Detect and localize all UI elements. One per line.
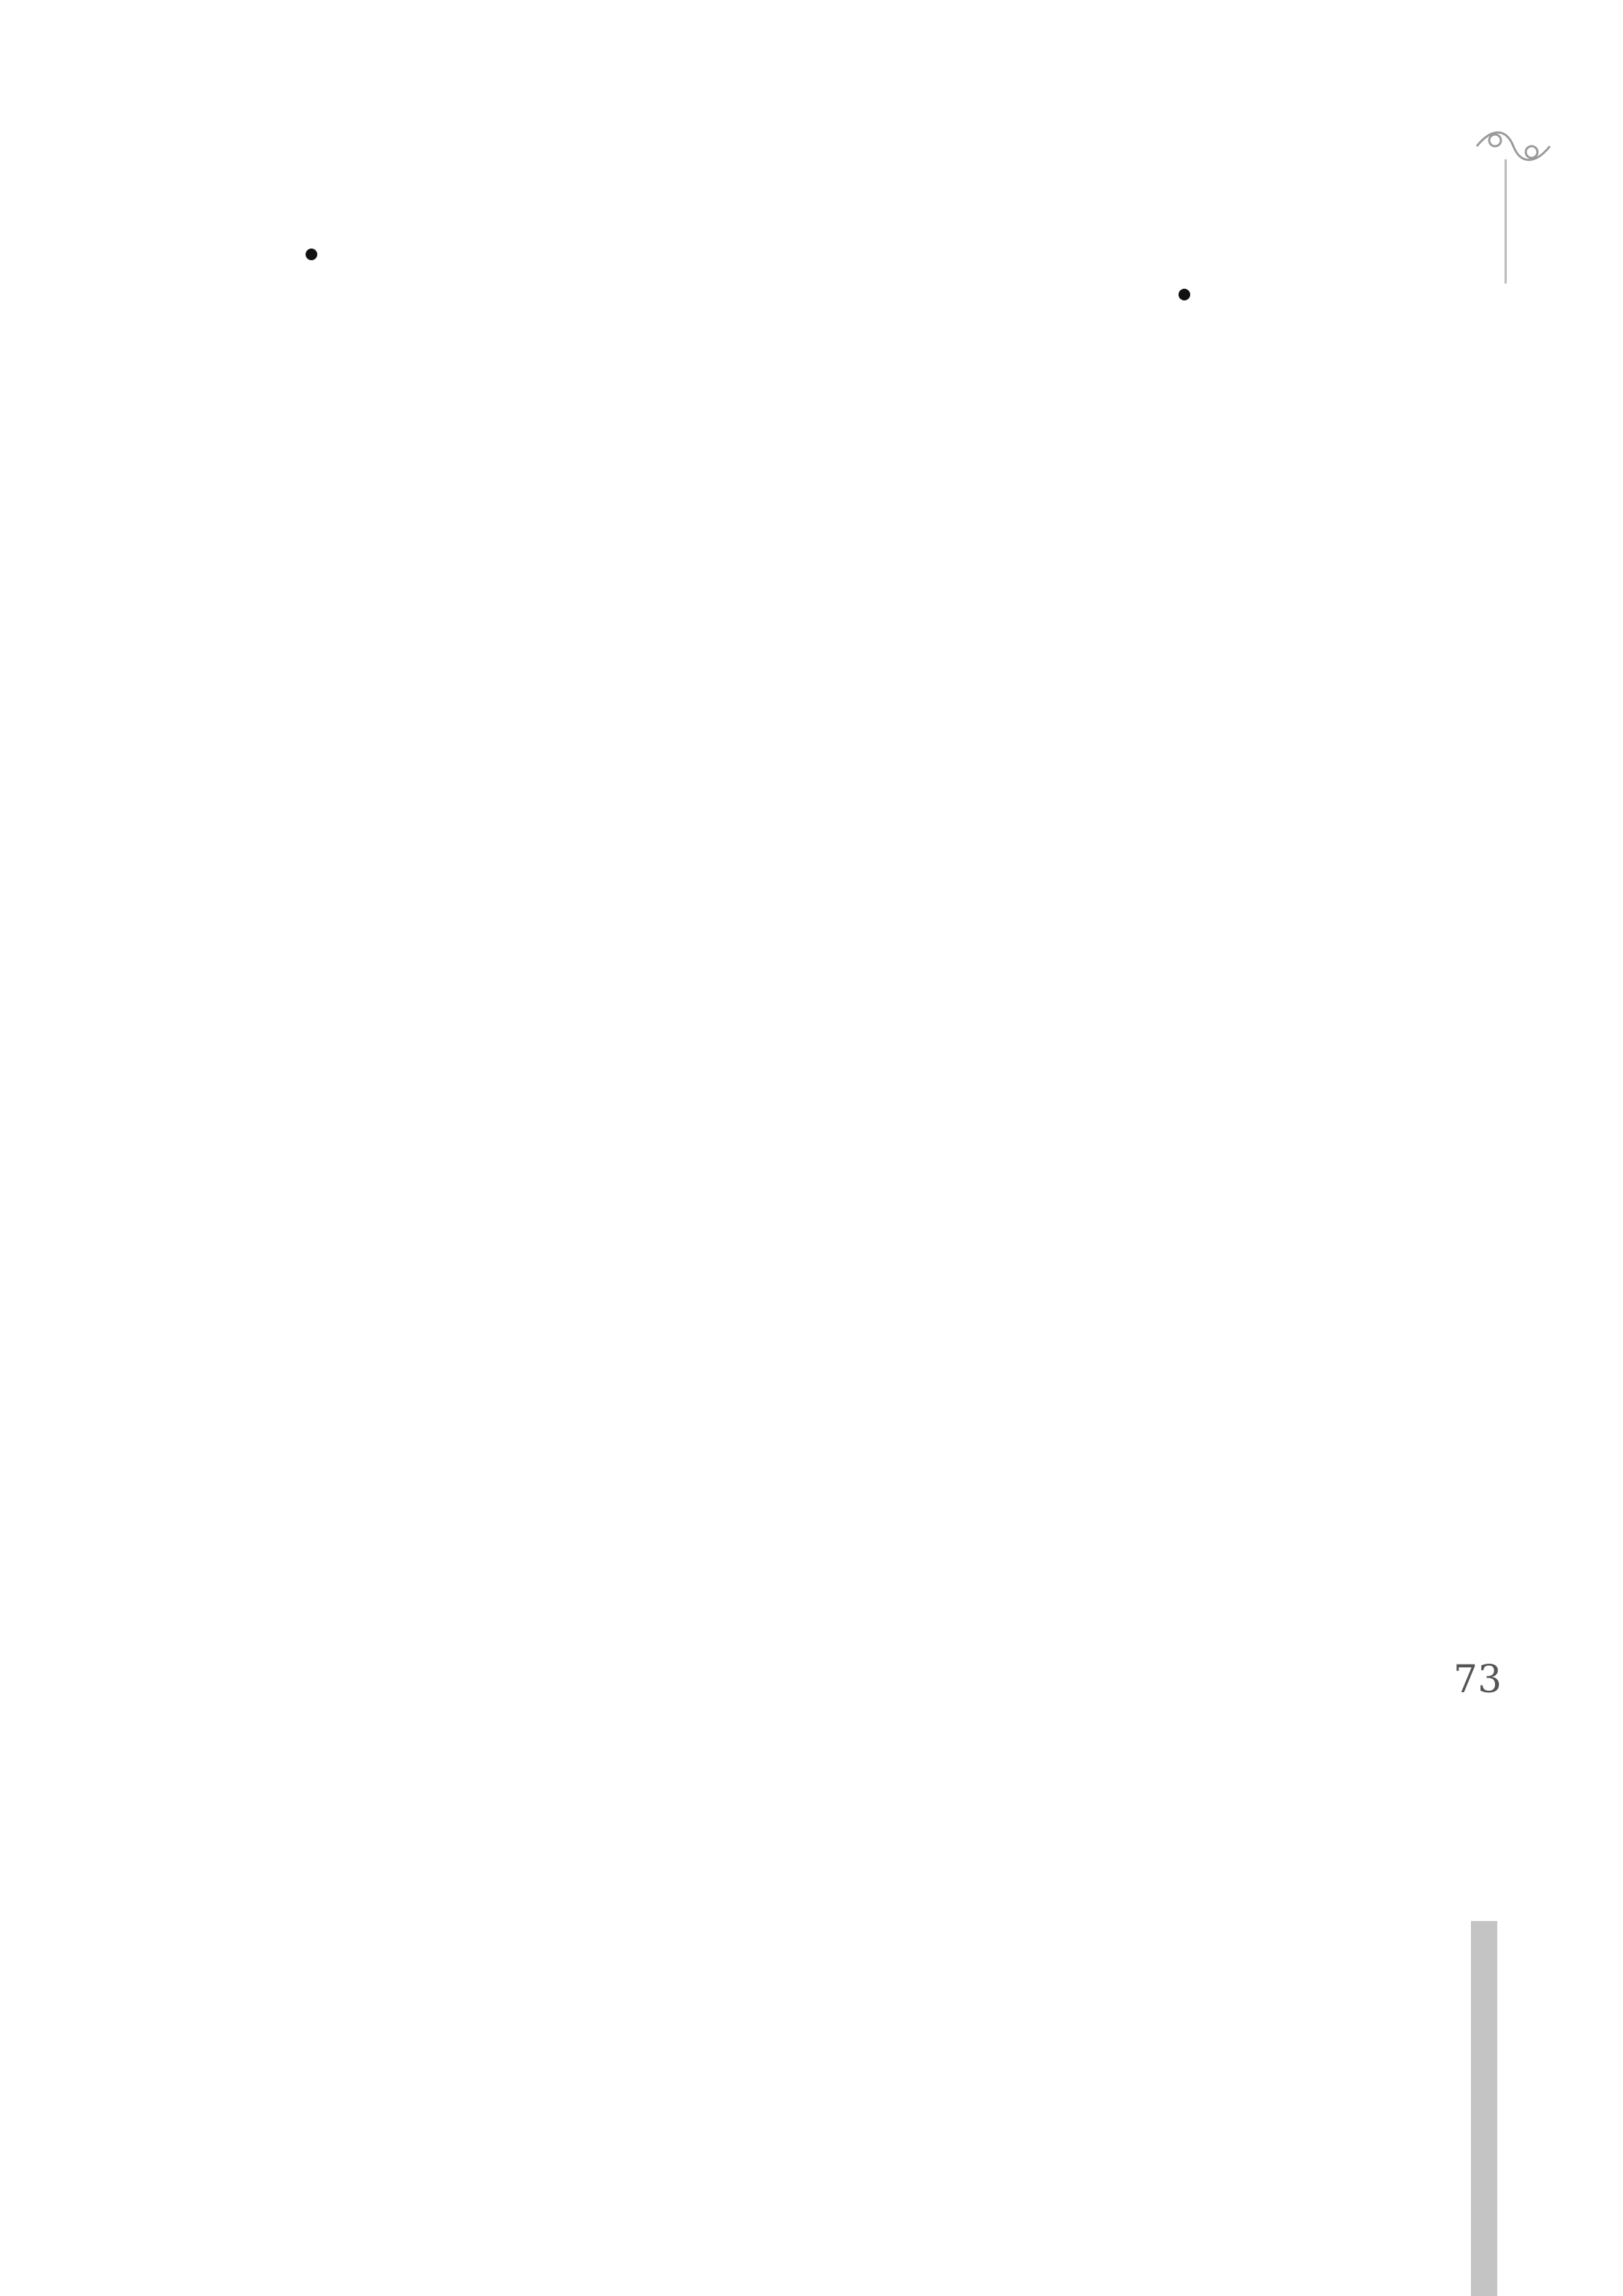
page-number: 73 xyxy=(1453,1658,1502,1702)
section-heading xyxy=(289,219,318,2047)
page-edge-bar xyxy=(1471,1921,1497,2296)
header-ornament xyxy=(1469,124,1557,168)
header-running-title xyxy=(1429,219,1459,2047)
text-column xyxy=(1316,219,1345,2047)
text-column xyxy=(698,219,727,2047)
text-column xyxy=(753,219,782,2047)
text-column xyxy=(534,219,563,2047)
section-heading xyxy=(1162,219,1192,2047)
text-column xyxy=(808,219,837,2047)
text-column xyxy=(479,219,508,2047)
text-column xyxy=(1027,219,1056,2047)
text-column xyxy=(972,219,1002,2047)
text-column xyxy=(1257,219,1287,2047)
text-column xyxy=(208,219,238,2047)
text-column xyxy=(918,219,947,2047)
text-column xyxy=(643,219,673,2047)
text-column xyxy=(1082,219,1111,2047)
text-column xyxy=(589,219,618,2047)
text-column xyxy=(863,219,892,2047)
header-rule xyxy=(1505,159,1507,284)
text-column xyxy=(1374,219,1404,2047)
